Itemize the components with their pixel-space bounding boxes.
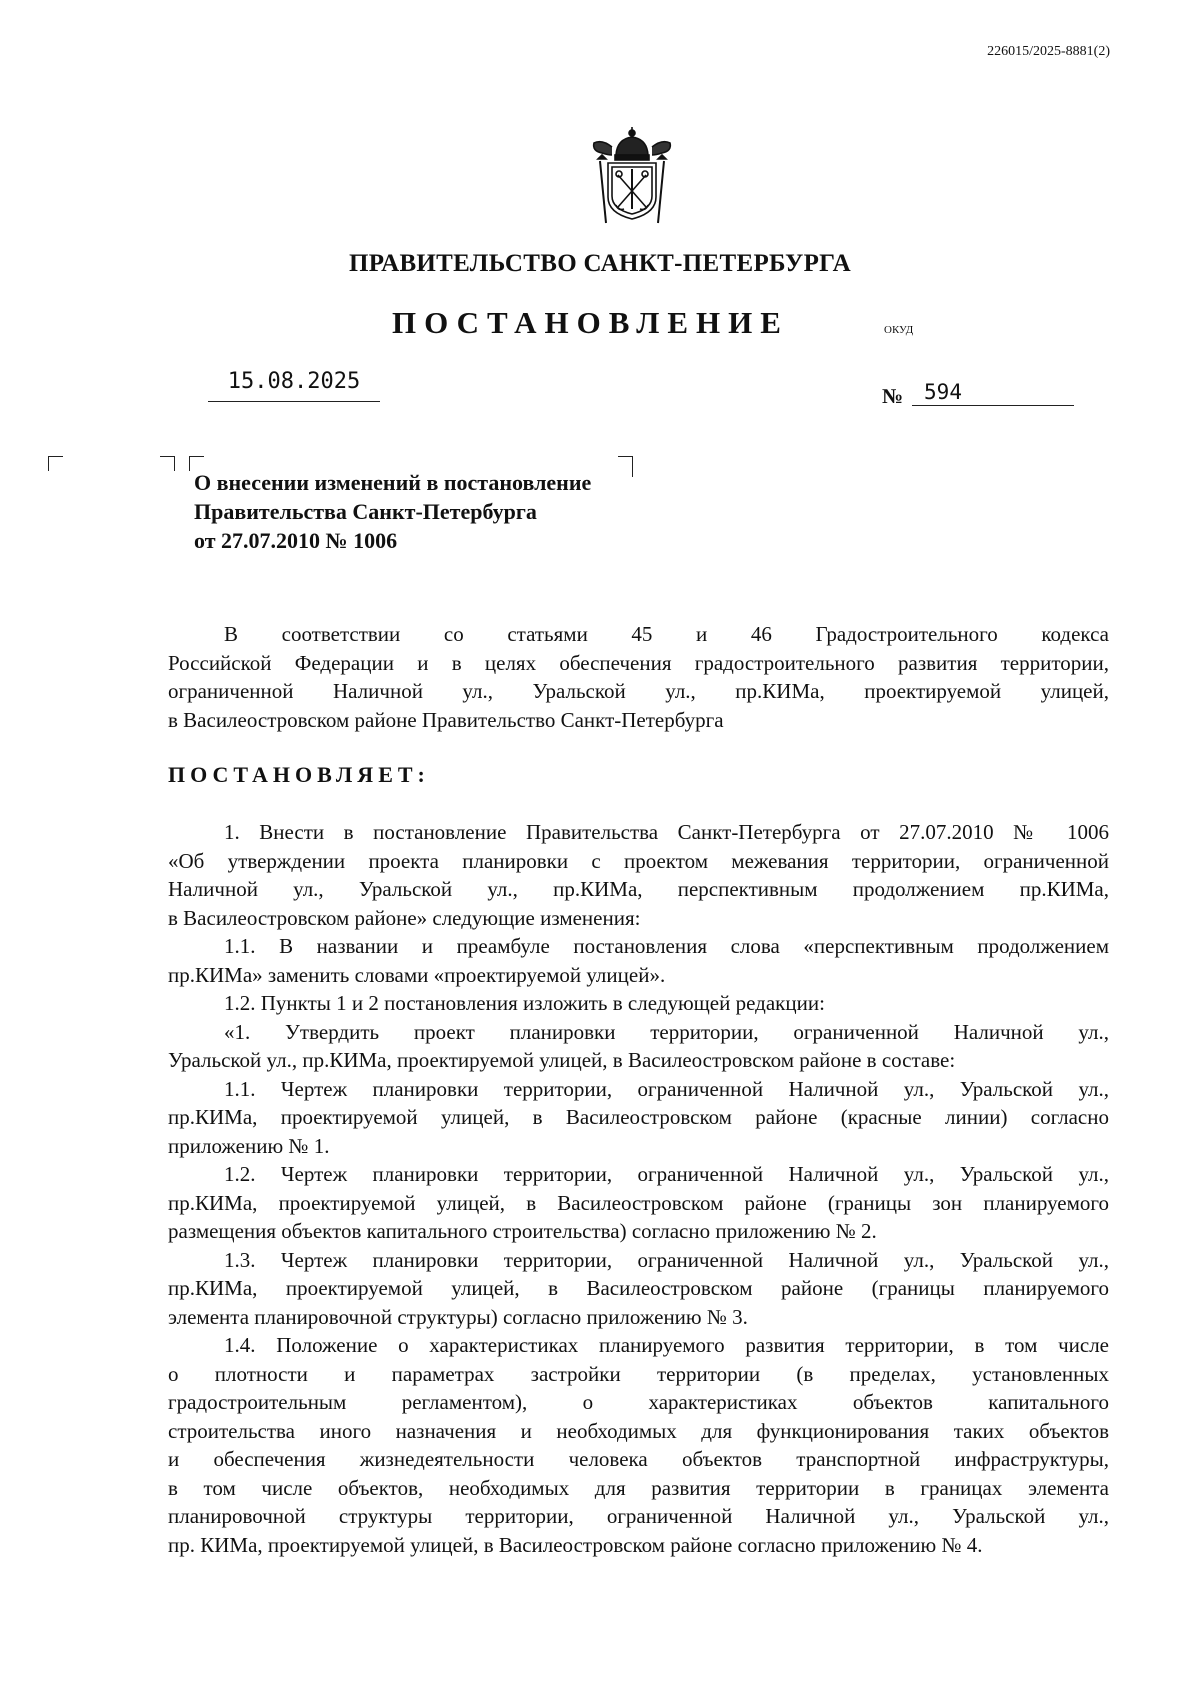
text-line: планировочной структуры территории, ограниченной Наличной ул., Уральской ул., — [168, 1504, 1109, 1528]
text-line: размещения объектов капитального строительства) согласно приложению № 2. — [168, 1219, 877, 1243]
st-petersburg-coat-of-arms-icon — [572, 125, 692, 227]
text-line: строительства иного назначения и необходимых для функционирования таких объектов — [168, 1418, 1109, 1443]
body-text — [168, 818, 1109, 1559]
text-line: Наличной ул., Уральской ул., пр.КИМа, перспективным продолжением пр.КИМа, — [168, 877, 1109, 901]
document-id: 226015/2025-8881(2) — [987, 44, 1110, 59]
text-line: градостроительным регламентом), о характеристиках объектов капитального — [168, 1390, 1109, 1414]
subject-line: О внесении изменений в постановление — [194, 470, 592, 495]
text-line: В соответствии со статьями 45 и 46 Градостроительного кодекса — [224, 622, 1109, 646]
text-line: в Василеостровском районе» следующие изменения: — [168, 905, 641, 930]
text-line: в Василеостровском районе Правительство Санкт-Петербурга — [168, 707, 724, 732]
text-line: приложению № 1. — [168, 1133, 330, 1158]
date-underline — [208, 401, 380, 402]
preamble-paragraph — [168, 620, 1109, 734]
text-line: 1.3. Чертеж планировки территории, ограниченной Наличной ул., Уральской ул., — [224, 1247, 1109, 1272]
government-title: ПРАВИТЕЛЬСТВО САНКТ-ПЕТЕРБУРГА — [348, 250, 852, 277]
text-line: пр.КИМа» заменить словами «проектируемой улицей». — [168, 962, 666, 987]
text-line: «Об утверждении проекта планировки с проектом межевания территории, ограниченной — [168, 848, 1109, 873]
corner-mark — [160, 456, 175, 471]
document-number: 594 — [924, 380, 962, 404]
corner-mark — [618, 456, 633, 477]
okud-label: ОКУД — [884, 324, 914, 336]
document-date: 15.08.2025 — [227, 369, 361, 394]
text-line: пр.КИМа, проектируемой улицей, в Василеостровском районе (красные линии) согласно — [168, 1105, 1109, 1129]
resolves-heading: ПОСТАНОВЛЯЕТ: — [168, 762, 430, 787]
text-line: Российской Федерации и в целях обеспечения градостроительного развития территории, — [168, 650, 1109, 675]
text-line: о плотности и параметрах застройки территории (в пределах, установленных — [168, 1361, 1109, 1386]
text-line: 1.4. Положение о характеристиках планируемого развития территории, в том числе — [224, 1333, 1109, 1357]
text-line: ограниченной Наличной ул., Уральской ул., пр.КИМа, проектируемой улицей, — [168, 679, 1109, 703]
text-line: пр. КИМа, проектируемой улицей, в Василеостровском районе согласно приложению № 4. — [168, 1532, 983, 1557]
number-underline — [912, 405, 1074, 406]
text-line: элемента планировочной структуры) согласно приложению № 3. — [168, 1304, 748, 1329]
text-line: и обеспечения жизнедеятельности человека объектов транспортной инфраструктуры, — [168, 1447, 1109, 1471]
text-line: 1.2. Чертеж планировки территории, ограниченной Наличной ул., Уральской ул., — [224, 1162, 1109, 1186]
text-line: 1.2. Пункты 1 и 2 постановления изложить в следующей редакции: — [224, 991, 825, 1015]
subject-line: от 27.07.2010 № 1006 — [194, 528, 398, 553]
text-line: пр.КИМа, проектируемой улицей, в Василеостровском районе (границы планируемого — [168, 1276, 1109, 1300]
text-line: 1.1. В названии и преамбуле постановления слова «перспективным продолжением — [224, 934, 1109, 958]
number-sign: № — [882, 384, 904, 408]
text-line: Уральской ул., пр.КИМа, проектируемой улицей, в Василеостровском районе в составе: — [168, 1048, 956, 1072]
text-line: пр.КИМа, проектируемой улицей, в Василеостровском районе (границы зон планируемого — [168, 1190, 1109, 1215]
subject-line: Правительства Санкт-Петербурга — [194, 499, 537, 524]
text-line: 1. Внести в постановление Правительства Санкт-Петербурга от 27.07.2010 № 1006 — [224, 820, 1109, 844]
corner-mark — [48, 456, 63, 471]
text-line: «1. Утвердить проект планировки территории, ограниченной Наличной ул., — [224, 1019, 1109, 1044]
document-subject — [194, 468, 591, 555]
text-line: в том числе объектов, необходимых для развития территории в границах элемента — [168, 1475, 1109, 1500]
document-type-heading: ПОСТАНОВЛЕНИЕ — [392, 305, 789, 340]
text-line: 1.1. Чертеж планировки территории, ограниченной Наличной ул., Уральской ул., — [224, 1076, 1109, 1101]
